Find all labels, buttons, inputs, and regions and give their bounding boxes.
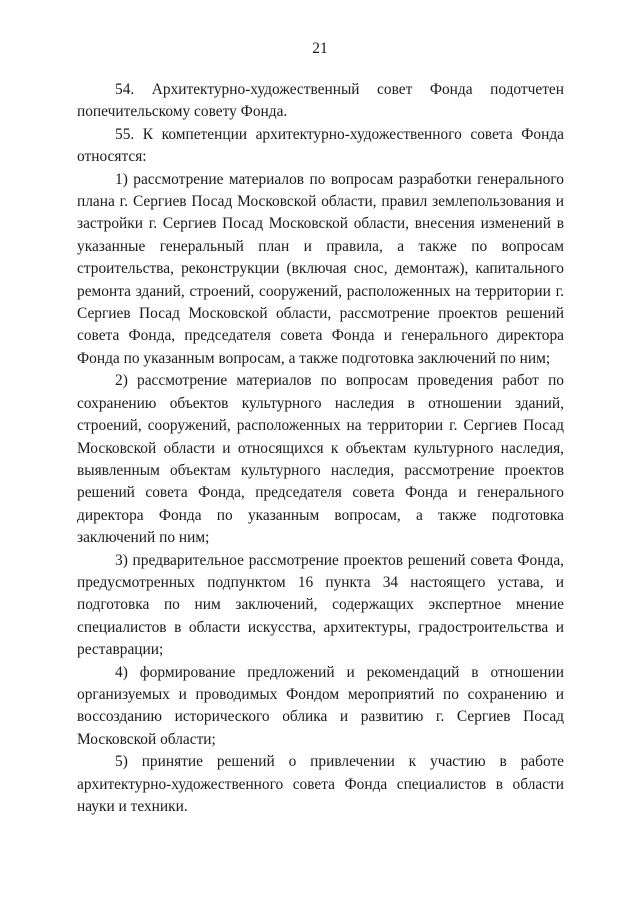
list-item-2: 2) рассмотрение материалов по вопросам проведения работ по сохранению объектов культурного наследия в отношении зданий, строений, сооружений, расположенных на территории г. Сергиев Посад Московской области и относящихся к объектам культурного наследия, выявленным объектам культурного наследия, рассмотрение проектов решений совета Фонда, председателя совета Фонда и генерального директора Фонда по указанным вопросам, а также подготовка заключений по ним; [77,372,564,547]
document-body [77,79,564,818]
paragraph-55: 55. К компетенции архитектурно-художественного совета Фонда относятся: [77,125,564,166]
list-item-5: 5) принятие решений о привлечении к участию в работе архитектурно-художественного совета Фонда специалистов в области науки и техники. [77,753,564,815]
page-number: 21 [312,40,328,57]
list-item-1: 1) рассмотрение материалов по вопросам разработки генерального плана г. Сергиев Посад Московской области, правил землепользования и застройки г. Сергиев Посад Московской области, внесения изменений в указанные генеральный план и правила, а также по вопросам строительства, реконструкции (включая снос, демонтаж), капитального ремонта зданий, строений, сооружений, расположенных на территории г. Сергиев Посад Московской области, рассмотрение проектов решений совета Фонда, председателя совета Фонда и генерального директора Фонда по указанным вопросам, а также подготовка заключений по ним; [77,170,564,367]
list-item-3: 3) предварительное рассмотрение проектов решений совета Фонда, предусмотренных подпунктом 16 пункта 34 настоящего устава, и подготовка по ним заключений, содержащих экспертное мнение специалистов в области искусства, архитектуры, градостроительства и реставрации; [77,551,564,659]
list-item-4: 4) формирование предложений и рекомендаций в отношении организуемых и проводимых Фондом мероприятий по сохранению и воссозданию исторического облика и развитию г. Сергиев Посад Московской области; [77,663,564,748]
paragraph-54: 54. Архитектурно-художественный совет Фонда подотчетен попечительскому совету Фонда. [77,81,564,121]
